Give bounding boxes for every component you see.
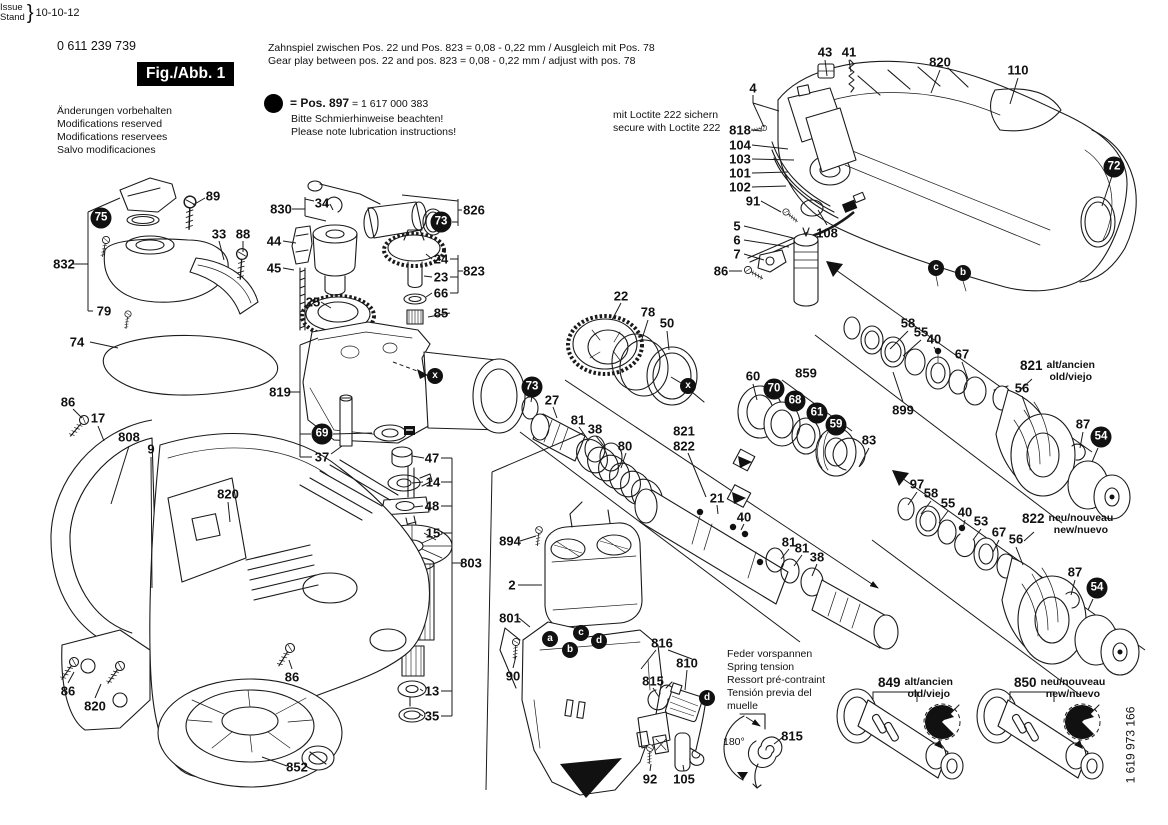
callout-13: 13 — [424, 683, 440, 699]
callout-832: 832 — [53, 256, 75, 272]
document-number-vertical: 1 619 973 166 — [1123, 706, 1138, 784]
callout-2: 2 — [508, 577, 516, 593]
gear-play-line-de: Zahnspiel zwischen Pos. 22 und Pos. 823 = 0,08 - 0,22 mm / Ausgleich mit Pos. 78 — [268, 42, 655, 54]
disclaimer-line: Modifications reservees — [57, 131, 168, 143]
callout-101: 101 — [729, 165, 751, 181]
spring-line: Feder vorspannen — [727, 648, 813, 660]
callout-90: 90 — [505, 668, 521, 684]
loctite-note — [613, 109, 720, 135]
callout-35: 35 — [424, 708, 440, 724]
callout-819: 819 — [269, 384, 291, 400]
callout-104: 104 — [729, 137, 751, 153]
callout-86: 86 — [713, 263, 729, 279]
spring-tension-note — [727, 648, 825, 713]
callout-23: 23 — [433, 269, 449, 285]
callout-89: 89 — [205, 188, 221, 204]
lube-pos: = Pos. 897 — [290, 95, 350, 110]
callout-830: 830 — [270, 201, 292, 217]
callout-54: 54 — [1091, 427, 1112, 448]
callout-x: x — [427, 368, 443, 384]
callout-108: 108 — [816, 225, 838, 241]
callout-45: 45 — [266, 260, 282, 276]
callout-43: 43 — [817, 44, 833, 60]
callout-4: 4 — [749, 80, 757, 96]
callout-47: 47 — [424, 450, 440, 466]
callout-15: 15 — [425, 525, 441, 541]
callout-105: 105 — [673, 771, 695, 787]
issue-brace: } — [26, 1, 34, 24]
variant-label-849: 849 alt/ancien old/viejo — [878, 675, 953, 700]
callout-25: 25 — [305, 294, 321, 310]
callout-6: 6 — [733, 232, 741, 248]
loctite-line-de: mit Loctite 222 sichern — [613, 109, 719, 121]
callout-859: 859 — [795, 365, 817, 381]
spring-line: Ressort pré-contraint — [727, 674, 826, 686]
callout-81: 81 — [794, 540, 810, 556]
callout-808: 808 — [118, 429, 140, 445]
callout-97: 97 — [909, 476, 925, 492]
callout-86: 86 — [60, 394, 76, 410]
callout-27: 27 — [544, 392, 560, 408]
callout-102: 102 — [729, 179, 751, 195]
callout-73: 73 — [522, 377, 543, 398]
loctite-line-en: secure with Loctite 222 — [613, 122, 721, 134]
disclaimer — [57, 105, 172, 157]
disclaimer-line: Modifications reserved — [57, 118, 163, 130]
callout-80: 80 — [617, 438, 633, 454]
callout-33: 33 — [211, 226, 227, 242]
callout-75: 75 — [91, 208, 112, 229]
callout-78: 78 — [640, 304, 656, 320]
callout-68: 68 — [785, 391, 806, 412]
callout-38: 38 — [587, 421, 603, 437]
callout-40: 40 — [926, 331, 942, 347]
callout-79: 79 — [96, 303, 112, 319]
callout-820: 820 — [217, 486, 239, 502]
callout-74: 74 — [69, 334, 85, 350]
callout-58: 58 — [900, 315, 916, 331]
callout-69: 69 — [312, 424, 333, 445]
callout-44: 44 — [266, 233, 282, 249]
motor-housing-left — [51, 414, 429, 787]
callout-818: 818 — [729, 122, 751, 138]
callout-21: 21 — [709, 490, 725, 506]
callout-53: 53 — [973, 513, 989, 529]
callout-803: 803 — [460, 555, 482, 571]
callout-34: 34 — [314, 195, 330, 211]
callout-86: 86 — [60, 683, 76, 699]
callout-c: c — [928, 260, 944, 276]
gearbox-housing — [303, 322, 525, 446]
callout-88: 88 — [235, 226, 251, 242]
figure-label: Fig./Abb. 1 — [137, 62, 234, 86]
callout-41: 41 — [841, 44, 857, 60]
callout-50: 50 — [659, 315, 675, 331]
callout-b: b — [562, 642, 578, 658]
callout-70: 70 — [764, 379, 785, 400]
callout-92: 92 — [642, 771, 658, 787]
callout-810: 810 — [676, 655, 698, 671]
spring-tension-diagram — [724, 714, 782, 788]
callout-24: 24 — [433, 251, 449, 267]
callout-66: 66 — [433, 285, 449, 301]
callout-67: 67 — [954, 346, 970, 362]
callout-d: d — [591, 633, 607, 649]
variant-label-822: 822 neu/nouveau new/nuevo — [1022, 511, 1114, 536]
callout-14: 14 — [425, 474, 441, 490]
lubrication-note — [264, 94, 456, 139]
callout-37: 37 — [314, 449, 330, 465]
callout-85: 85 — [433, 305, 449, 321]
callout-22: 22 — [613, 288, 629, 304]
callout-72: 72 — [1104, 157, 1125, 178]
callout-38: 38 — [809, 549, 825, 565]
striker-pipe-variants — [837, 689, 1103, 779]
callout-821: 821 — [673, 423, 695, 439]
issue-label: Issue — [0, 1, 23, 13]
callout-55: 55 — [940, 495, 956, 511]
callout-815: 815 — [642, 673, 664, 689]
callout-826: 826 — [463, 202, 485, 218]
variant-label-821: 821 alt/ancien old/viejo — [1020, 358, 1095, 383]
callout-801: 801 — [499, 610, 521, 626]
lube-line-de: Bitte Schmierhinweise beachten! — [291, 113, 444, 125]
callout-820: 820 — [929, 54, 951, 70]
callout-103: 103 — [729, 151, 751, 167]
swivel-clamp-assembly — [96, 178, 278, 395]
callout-59: 59 — [826, 415, 847, 436]
gear-play-note — [268, 42, 655, 68]
issue-date: 10-10-12 — [35, 7, 80, 19]
callout-894: 894 — [499, 533, 521, 549]
callout-61: 61 — [807, 403, 828, 424]
callout-899: 899 — [892, 402, 914, 418]
stand-label: Stand — [0, 12, 25, 23]
callout-56: 56 — [1008, 531, 1024, 547]
callout-822: 822 — [673, 438, 695, 454]
gear-play-line-en: Gear play between pos. 22 and pos. 823 = 0,08 - 0,22 mm / adjust with pos. 78 — [268, 55, 636, 67]
callout-852: 852 — [286, 759, 308, 775]
callout-73: 73 — [431, 212, 452, 233]
lube-line-en: Please note lubrication instructions! — [291, 126, 457, 138]
disclaimer-line: Salvo modificaciones — [57, 144, 156, 156]
callout-87: 87 — [1075, 416, 1091, 432]
callout-815: 815 — [781, 728, 803, 744]
callout-56: 56 — [1014, 380, 1030, 396]
variant-label-850: 850 neu/nouveau new/nuevo — [1014, 675, 1106, 700]
callout-b: b — [955, 265, 971, 281]
spring-line: muelle — [727, 700, 758, 712]
lube-number: = 1 617 000 383 — [349, 97, 429, 110]
callout-d: d — [699, 690, 715, 706]
spring-line: Tensión previa del — [727, 687, 812, 699]
callout-87: 87 — [1067, 564, 1083, 580]
callout-c: c — [573, 625, 589, 641]
callout-7: 7 — [733, 246, 741, 262]
callout-58: 58 — [923, 485, 939, 501]
callout-48: 48 — [424, 498, 440, 514]
callout-60: 60 — [745, 368, 761, 384]
callout-a: a — [542, 631, 558, 647]
part-number: 0 611 239 739 — [57, 39, 137, 53]
callout-67: 67 — [991, 524, 1007, 540]
callout-83: 83 — [861, 432, 877, 448]
callout-55: 55 — [913, 324, 929, 340]
callout-91: 91 — [745, 193, 761, 209]
callout-40: 40 — [736, 509, 752, 525]
callout-823: 823 — [463, 263, 485, 279]
lubrication-dot-icon — [264, 94, 283, 113]
callout-820: 820 — [84, 698, 106, 714]
callout-5: 5 — [733, 218, 741, 234]
callout-81: 81 — [781, 534, 797, 550]
spring-line: Spring tension — [727, 661, 795, 673]
callout-17: 17 — [90, 410, 106, 426]
callout-81: 81 — [570, 412, 586, 428]
disclaimer-line: Änderungen vorbehalten — [57, 105, 173, 117]
callout-40: 40 — [957, 504, 973, 520]
spring-angle-label: 180° — [723, 736, 745, 748]
callout-9: 9 — [147, 441, 155, 457]
callout-86: 86 — [284, 669, 300, 685]
callout-x: x — [680, 378, 696, 394]
callout-110: 110 — [1007, 62, 1029, 78]
callout-54: 54 — [1087, 578, 1108, 599]
callout-816: 816 — [651, 635, 673, 651]
